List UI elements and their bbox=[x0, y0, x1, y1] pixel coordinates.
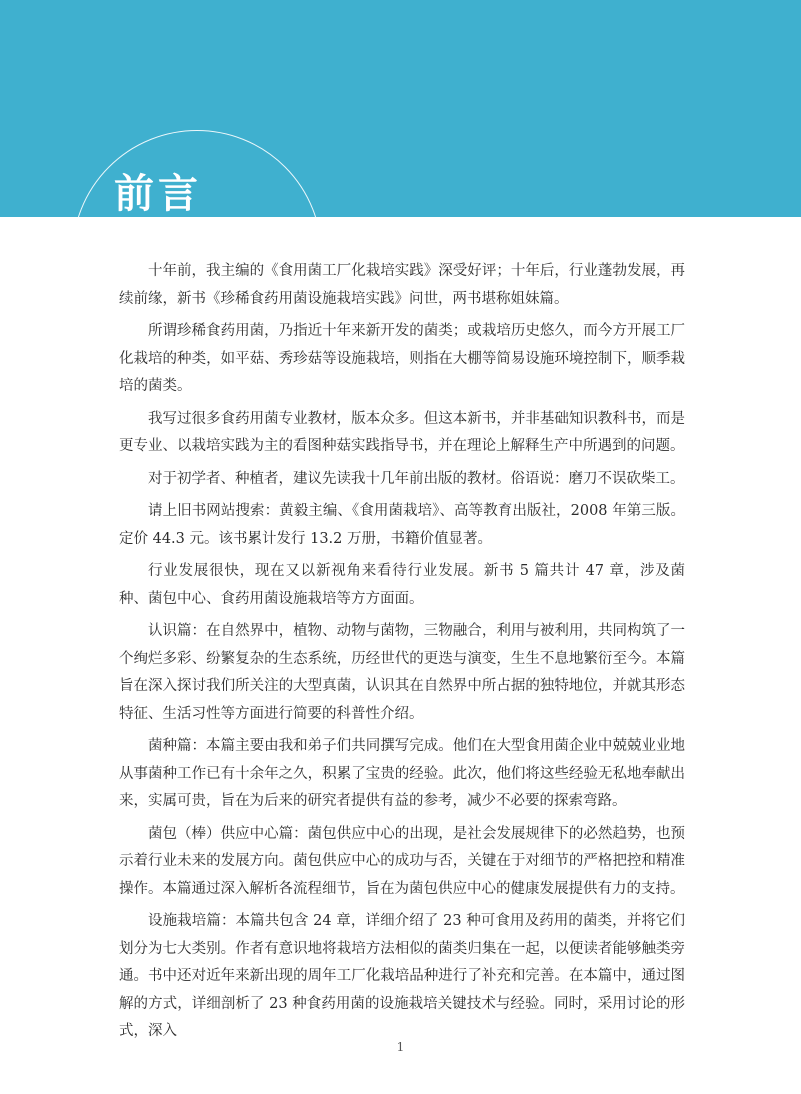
paragraph-5: 请上旧书网站搜索：黄毅主编、《食用菌栽培》、高等教育出版社，2008 年第三版。定价 44.3 元。该书累计发行 13.2 万册，书籍价值显著。 bbox=[119, 503, 685, 547]
paragraph-6: 行业发展很快，现在又以新视角来看待行业发展。新书 5 篇共计 47 章，涉及菌种、菌包中心、食药用菌设施栽培等方方面面。 bbox=[119, 563, 685, 607]
header-band bbox=[0, 0, 801, 217]
paragraph-4: 对于初学者、种植者，建议先读我十几年前出版的教材。俗语说：磨刀不误砍柴工。 bbox=[148, 470, 685, 487]
paragraph-7: 认识篇：在自然界中，植物、动物与菌物，三物融合，利用与被利用，共同构筑了一个绚烂多彩、纷繁复杂的生态系统，历经世代的更迭与演变，生生不息地繁衍至今。本篇旨在深入探讨我们所关注的大型真菌，认识其在自然界中所占据的独特地位，并就其形态特征、生活习性等方面进行简要的科普性介绍。 bbox=[119, 623, 685, 722]
paragraph-3: 我写过很多食药用菌专业教材，版本众多。但这本新书，并非基础知识教科书，而是更专业、以栽培实践为主的看图种菇实践指导书，并在理论上解释生产中所遇到的问题。 bbox=[119, 410, 685, 454]
paragraph-1: 十年前，我主编的《食用菌工厂化栽培实践》深受好评；十年后，行业蓬勃发展，再续前缘，新书《珍稀食药用菌设施栽培实践》问世，两书堪称姐妹篇。 bbox=[119, 263, 685, 307]
page-number: 1 bbox=[396, 1040, 405, 1054]
paragraph-8: 菌种篇：本篇主要由我和弟子们共同撰写完成。他们在大型食用菌企业中兢兢业业地从事菌种工作已有十余年之久，积累了宝贵的经验。此次，他们将这些经验无私地奉献出来，实属可贵，旨在为后来的研究者提供有益的参考，减少不必要的探索弯路。 bbox=[119, 738, 685, 809]
preface-body bbox=[119, 258, 685, 1051]
page-title: 前言 bbox=[114, 170, 202, 217]
paragraph-2: 所谓珍稀食药用菌，乃指近十年来新开发的菌类；或栽培历史悠久，而今方开展工厂化栽培的种类，如平菇、秀珍菇等设施栽培，则指在大棚等简易设施环境控制下，顺季栽培的菌类。 bbox=[119, 323, 685, 394]
paragraph-10: 设施栽培篇：本篇共包含 24 章，详细介绍了 23 种可食用及药用的菌类，并将它们划分为七大类别。作者有意识地将栽培方法相似的菌类归集在一起，以便读者能够触类旁通。书中还对近年来新出现的周年工厂化栽培品种进行了补充和完善。在本篇中，通过图解的方式，详细剖析了 23 种食药用菌的设施栽培关键技术与经验。同时，采用讨论的形式，深入 bbox=[119, 913, 685, 1039]
paragraph-9: 菌包（棒）供应中心篇：菌包供应中心的出现，是社会发展规律下的必然趋势，也预示着行业未来的发展方向。菌包供应中心的成功与否，关键在于对细节的严格把控和精准操作。本篇通过深入解析各流程细节，旨在为菌包供应中心的健康发展提供有力的支持。 bbox=[119, 825, 685, 897]
